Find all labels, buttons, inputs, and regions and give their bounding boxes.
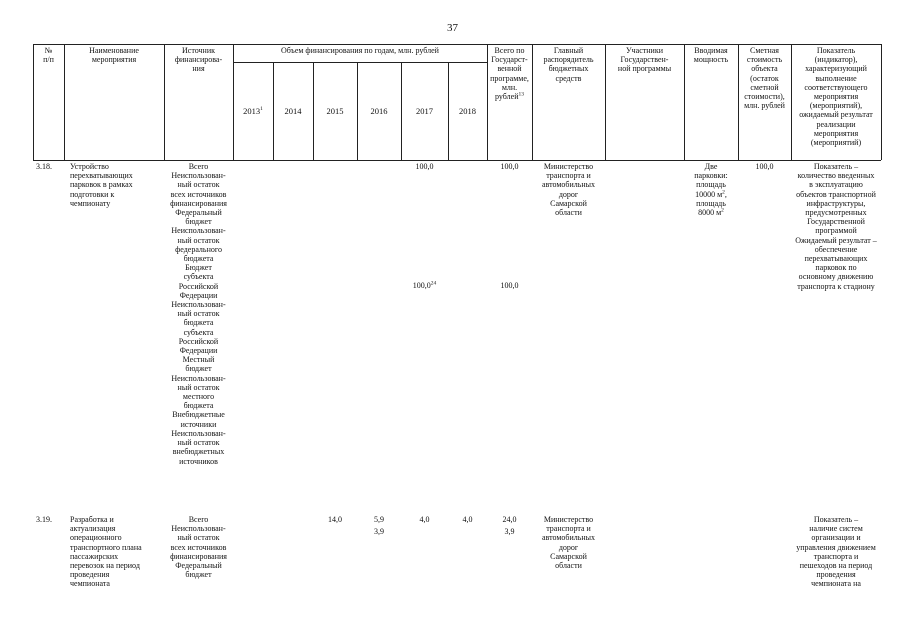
value-program-total: 100,0: [500, 162, 519, 171]
header-funding: Объем финансирования по годам, млн. рублей: [281, 46, 439, 55]
header-capacity: Вводимая мощность: [693, 46, 729, 65]
year-2013: 2013$^1$: [243, 106, 263, 116]
year-2015: 2015: [326, 106, 344, 116]
page-number: 37: [447, 22, 458, 34]
capacity-value: Две парковки: площадь 10000 $м^2$, площадь 8000 $м^2$: [694, 162, 728, 218]
measure-name: Устройство перехватывающих парковок в рамках подготовки к чемпионату: [70, 162, 133, 208]
value-2018: 4,0: [462, 515, 473, 524]
col-divider: [881, 44, 882, 160]
col-divider: [233, 44, 234, 160]
header-indicator: Показатель (индикатор), характеризующий выполнение соответствующего мероприятия (мероприятий), ожидаемый результат реализации мероприятия (мероприятий): [799, 46, 873, 148]
main-manager: Министерство транспорта и автомобильных дорог Самарской области: [541, 515, 596, 571]
footnote-ref: 13: [518, 91, 524, 98]
value-2016: 5,9: [374, 515, 384, 524]
value-2015: 14,0: [328, 515, 342, 524]
header-num: № п/п: [43, 46, 54, 65]
header-estimate: Сметная стоимость объекта (остаток сметной стоимости), млн. рублей: [744, 46, 785, 111]
header-bottom-border: [33, 160, 881, 161]
row-number: 3.19.: [36, 515, 52, 524]
header-source: Источник финансирова- ния: [174, 46, 223, 74]
value-2016-remaining: 3,9: [374, 527, 384, 536]
indicator-text: Показатель – количество введенных в эксплуатацию объектов транспортной инфраструктуры, предусмотренных Государственной программой Ожидаемый результат – обеспечение перехватывающих парковок по основному движению транспорта к стадиону: [795, 162, 877, 291]
value-program-total: 24,0: [502, 515, 517, 524]
estimate-value: 100,0: [755, 162, 774, 171]
year-2014: 2014: [284, 106, 302, 116]
header-total: Всего по Государст- венной программе, млн. рублей$^{13}$: [490, 46, 529, 102]
funding-sources-list: Всего Неиспользован- ный остаток всех источников финансирования Федеральный бюджет Неиспользован- ный остаток федерального бюджета Бюджет субъекта Российской Федерации Неиспользован- ный остаток бюджета субъекта Российской Федерации Местный бюджет Неиспользован- ный остаток местного бюджета Внебюджетные источники Неиспользован- ный остаток внебюджетных источников: [170, 162, 227, 466]
year-2017: 2017: [416, 106, 433, 116]
header-name: Наименование мероприятия: [89, 46, 139, 65]
measure-name: Разработка и актуализация операционного транспортного плана пассажирских перевозок на период проведения чемпионата: [70, 515, 142, 589]
header-manager: Главный распорядитель бюджетных средств: [543, 46, 594, 83]
table-top-border: [33, 44, 881, 45]
indicator-text: Показатель – наличие систем организации и управления движением транспорта и пешеходов на период проведения чемпионата на: [796, 515, 876, 589]
year-2018: 2018: [459, 106, 476, 116]
main-manager: Министерство транспорта и автомобильных дорог Самарской области: [541, 162, 596, 218]
value-2017-subject-budget: 100,0$^{24}$: [412, 280, 437, 290]
header-participants: Участники Государствен- ной программы: [617, 46, 672, 74]
footnote-ref: 24: [430, 280, 437, 287]
value-program-subject-budget: 100,0: [500, 281, 519, 290]
row-number: 3.18.: [36, 162, 52, 171]
footnote-ref: 1: [260, 106, 263, 113]
value-2017: 4,0: [419, 515, 430, 524]
funding-sources-list: Всего Неиспользован- ный остаток всех источников финансирования Федеральный бюджет: [170, 515, 227, 580]
value-2017-total: 100,0: [415, 162, 434, 171]
year-2016: 2016: [370, 106, 388, 116]
value-program-remaining: 3,9: [504, 527, 515, 536]
